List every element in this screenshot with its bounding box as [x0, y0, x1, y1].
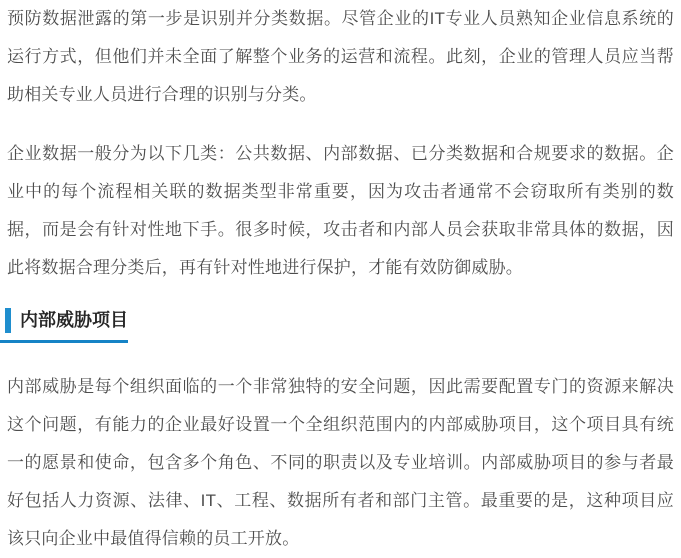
article-paragraph-2: 企业数据一般分为以下几类：公共数据、内部数据、已分类数据和合规要求的数据。企业中的每个流程相关联的数据类型非常重要，因为攻击者通常不会窃取所有类别的数据，而是会有针对性地下手。很多时候，攻击者和内部人员会获取非常具体的数据，因此将数据合理分类后，再有针对性地进行保护，才能有效防御威胁。 — [7, 144, 674, 277]
article-paragraph-1: 预防数据泄露的第一步是识别并分类数据。尽管企业的IT专业人员熟知企业信息系统的运行方式，但他们并未全面了解整个业务的运营和流程。此刻，企业的管理人员应当帮助相关专业人员进行合理的识别与分类。 — [7, 9, 674, 104]
section-heading — [0, 308, 128, 343]
heading-accent-bar — [5, 308, 11, 333]
section-heading-text: 内部威胁项目 — [20, 310, 128, 330]
article-paragraph-3: 内部威胁是每个组织面临的一个非常独特的安全问题，因此需要配置专门的资源来解决这个问题，有能力的企业最好设置一个全组织范围内的内部威胁项目，这个项目具有统一的愿景和使命，包含多个角色、不同的职责以及专业培训。内部威胁项目的参与者最好包括人力资源、法律、IT、工程、数据所有者和部门主管。最重要的是，这种项目应该只向企业中最值得信赖的员工开放。 — [7, 377, 674, 548]
